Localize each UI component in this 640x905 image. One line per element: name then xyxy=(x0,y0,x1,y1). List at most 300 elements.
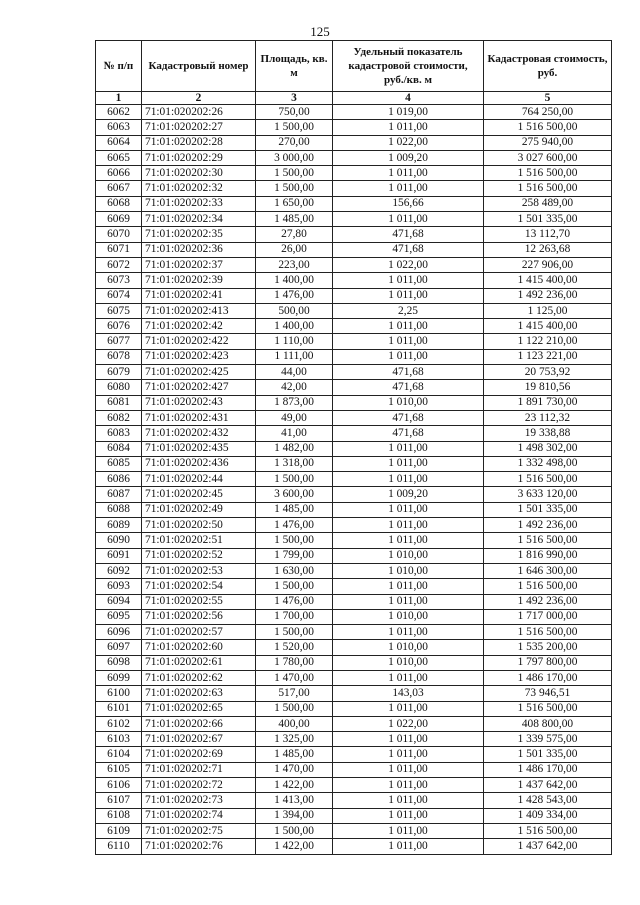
row-number-cell: 6092 xyxy=(96,563,142,578)
table-row xyxy=(96,303,612,318)
row-number-cell: 6069 xyxy=(96,212,142,227)
table-row xyxy=(96,257,612,272)
row-number-cell: 6097 xyxy=(96,640,142,655)
cadastral-number-cell: 71:01:020202:54 xyxy=(142,579,256,594)
cadastral-value-cell: 20 753,92 xyxy=(484,365,612,380)
row-number-cell: 6071 xyxy=(96,242,142,257)
cadastral-value-cell: 227 906,00 xyxy=(484,257,612,272)
area-cell: 3 600,00 xyxy=(256,487,333,502)
cadastral-value-cell: 1 501 335,00 xyxy=(484,747,612,762)
cadastral-number-cell: 71:01:020202:42 xyxy=(142,319,256,334)
row-number-cell: 6098 xyxy=(96,655,142,670)
cadastral-value-cell: 73 946,51 xyxy=(484,686,612,701)
cadastral-value-cell: 275 940,00 xyxy=(484,135,612,150)
area-cell: 270,00 xyxy=(256,135,333,150)
header-specific-value: Удельный показатель кадастровой стоимости, руб./кв. м xyxy=(333,41,484,92)
cadastral-number-cell: 71:01:020202:51 xyxy=(142,533,256,548)
cadastral-number-cell: 71:01:020202:60 xyxy=(142,640,256,655)
cadastral-value-cell: 19 338,88 xyxy=(484,426,612,441)
area-cell: 1 111,00 xyxy=(256,349,333,364)
table-row xyxy=(96,778,612,793)
cadastral-number-cell: 71:01:020202:53 xyxy=(142,563,256,578)
table-row xyxy=(96,181,612,196)
table-row xyxy=(96,288,612,303)
cadastral-value-cell: 3 027 600,00 xyxy=(484,150,612,165)
area-cell: 1 482,00 xyxy=(256,441,333,456)
row-number-cell: 6094 xyxy=(96,594,142,609)
row-number-cell: 6082 xyxy=(96,410,142,425)
table-row xyxy=(96,212,612,227)
area-cell: 44,00 xyxy=(256,365,333,380)
row-number-cell: 6089 xyxy=(96,518,142,533)
row-number-cell: 6100 xyxy=(96,686,142,701)
table-row xyxy=(96,670,612,685)
specific-value-cell: 1 011,00 xyxy=(333,579,484,594)
column-number: 2 xyxy=(142,92,256,105)
area-cell: 27,80 xyxy=(256,227,333,242)
row-number-cell: 6083 xyxy=(96,426,142,441)
area-cell: 1 500,00 xyxy=(256,181,333,196)
area-cell: 1 500,00 xyxy=(256,823,333,838)
row-number-cell: 6073 xyxy=(96,273,142,288)
cadastral-value-cell: 1 123 221,00 xyxy=(484,349,612,364)
row-number-cell: 6087 xyxy=(96,487,142,502)
cadastral-value-cell: 1 492 236,00 xyxy=(484,288,612,303)
cadastral-number-cell: 71:01:020202:32 xyxy=(142,181,256,196)
cadastral-value-table xyxy=(95,40,612,855)
cadastral-value-cell: 1 891 730,00 xyxy=(484,395,612,410)
row-number-cell: 6104 xyxy=(96,747,142,762)
cadastral-value-cell: 1 486 170,00 xyxy=(484,762,612,777)
area-cell: 1 413,00 xyxy=(256,793,333,808)
specific-value-cell: 1 010,00 xyxy=(333,395,484,410)
cadastral-number-cell: 71:01:020202:33 xyxy=(142,196,256,211)
cadastral-number-cell: 71:01:020202:27 xyxy=(142,120,256,135)
cadastral-value-cell: 1 516 500,00 xyxy=(484,120,612,135)
specific-value-cell: 1 011,00 xyxy=(333,625,484,640)
cadastral-value-cell: 1 437 642,00 xyxy=(484,839,612,854)
specific-value-cell: 471,68 xyxy=(333,380,484,395)
column-number-row xyxy=(96,92,612,105)
area-cell: 750,00 xyxy=(256,105,333,120)
specific-value-cell: 1 011,00 xyxy=(333,273,484,288)
table-row xyxy=(96,640,612,655)
cadastral-number-cell: 71:01:020202:52 xyxy=(142,548,256,563)
area-cell: 1 873,00 xyxy=(256,395,333,410)
specific-value-cell: 471,68 xyxy=(333,426,484,441)
table-row xyxy=(96,747,612,762)
cadastral-number-cell: 71:01:020202:41 xyxy=(142,288,256,303)
table-row xyxy=(96,808,612,823)
table-row xyxy=(96,732,612,747)
row-number-cell: 6079 xyxy=(96,365,142,380)
cadastral-number-cell: 71:01:020202:65 xyxy=(142,701,256,716)
cadastral-number-cell: 71:01:020202:26 xyxy=(142,105,256,120)
cadastral-number-cell: 71:01:020202:30 xyxy=(142,166,256,181)
cadastral-number-cell: 71:01:020202:34 xyxy=(142,212,256,227)
area-cell: 1 630,00 xyxy=(256,563,333,578)
cadastral-number-cell: 71:01:020202:35 xyxy=(142,227,256,242)
cadastral-value-cell: 1 516 500,00 xyxy=(484,181,612,196)
row-number-cell: 6108 xyxy=(96,808,142,823)
area-cell: 1 520,00 xyxy=(256,640,333,655)
cadastral-number-cell: 71:01:020202:36 xyxy=(142,242,256,257)
specific-value-cell: 1 010,00 xyxy=(333,655,484,670)
specific-value-cell: 1 011,00 xyxy=(333,456,484,471)
cadastral-value-cell: 12 263,68 xyxy=(484,242,612,257)
area-cell: 1 485,00 xyxy=(256,502,333,517)
table-row xyxy=(96,793,612,808)
specific-value-cell: 1 010,00 xyxy=(333,640,484,655)
cadastral-number-cell: 71:01:020202:45 xyxy=(142,487,256,502)
specific-value-cell: 1 011,00 xyxy=(333,808,484,823)
specific-value-cell: 1 022,00 xyxy=(333,716,484,731)
cadastral-value-cell: 1 125,00 xyxy=(484,303,612,318)
cadastral-number-cell: 71:01:020202:73 xyxy=(142,793,256,808)
cadastral-value-cell: 1 492 236,00 xyxy=(484,518,612,533)
area-cell: 1 400,00 xyxy=(256,273,333,288)
table-row xyxy=(96,839,612,854)
cadastral-number-cell: 71:01:020202:56 xyxy=(142,609,256,624)
cadastral-number-cell: 71:01:020202:423 xyxy=(142,349,256,364)
table-row xyxy=(96,273,612,288)
specific-value-cell: 1 010,00 xyxy=(333,563,484,578)
row-number-cell: 6062 xyxy=(96,105,142,120)
cadastral-value-cell: 408 800,00 xyxy=(484,716,612,731)
table-row xyxy=(96,120,612,135)
cadastral-number-cell: 71:01:020202:425 xyxy=(142,365,256,380)
cadastral-number-cell: 71:01:020202:43 xyxy=(142,395,256,410)
row-number-cell: 6095 xyxy=(96,609,142,624)
area-cell: 1 110,00 xyxy=(256,334,333,349)
row-number-cell: 6064 xyxy=(96,135,142,150)
row-number-cell: 6093 xyxy=(96,579,142,594)
column-number: 3 xyxy=(256,92,333,105)
cadastral-number-cell: 71:01:020202:71 xyxy=(142,762,256,777)
area-cell: 1 470,00 xyxy=(256,762,333,777)
row-number-cell: 6077 xyxy=(96,334,142,349)
table-row xyxy=(96,563,612,578)
specific-value-cell: 1 011,00 xyxy=(333,747,484,762)
row-number-cell: 6106 xyxy=(96,778,142,793)
area-cell: 1 485,00 xyxy=(256,747,333,762)
specific-value-cell: 1 011,00 xyxy=(333,441,484,456)
cadastral-value-cell: 1 339 575,00 xyxy=(484,732,612,747)
table-row xyxy=(96,150,612,165)
specific-value-cell: 156,66 xyxy=(333,196,484,211)
specific-value-cell: 1 011,00 xyxy=(333,518,484,533)
table-body xyxy=(96,105,612,855)
area-cell: 1 500,00 xyxy=(256,625,333,640)
table-row xyxy=(96,487,612,502)
area-cell: 223,00 xyxy=(256,257,333,272)
cadastral-number-cell: 71:01:020202:49 xyxy=(142,502,256,517)
table-row xyxy=(96,686,612,701)
cadastral-value-cell: 1 415 400,00 xyxy=(484,319,612,334)
table-row xyxy=(96,365,612,380)
specific-value-cell: 1 010,00 xyxy=(333,609,484,624)
area-cell: 1 476,00 xyxy=(256,518,333,533)
area-cell: 500,00 xyxy=(256,303,333,318)
cadastral-value-cell: 1 516 500,00 xyxy=(484,823,612,838)
cadastral-value-cell: 13 112,70 xyxy=(484,227,612,242)
specific-value-cell: 1 011,00 xyxy=(333,823,484,838)
cadastral-number-cell: 71:01:020202:29 xyxy=(142,150,256,165)
header-cadastral-value: Кадастровая стоимость, руб. xyxy=(484,41,612,92)
area-cell: 1 700,00 xyxy=(256,609,333,624)
cadastral-value-cell: 1 797 800,00 xyxy=(484,655,612,670)
cadastral-value-cell: 23 112,32 xyxy=(484,410,612,425)
table-row xyxy=(96,319,612,334)
cadastral-value-cell: 19 810,56 xyxy=(484,380,612,395)
row-number-cell: 6084 xyxy=(96,441,142,456)
cadastral-value-cell: 1 501 335,00 xyxy=(484,212,612,227)
specific-value-cell: 1 011,00 xyxy=(333,594,484,609)
area-cell: 26,00 xyxy=(256,242,333,257)
specific-value-cell: 143,03 xyxy=(333,686,484,701)
cadastral-number-cell: 71:01:020202:57 xyxy=(142,625,256,640)
area-cell: 1 500,00 xyxy=(256,579,333,594)
table-row xyxy=(96,349,612,364)
cadastral-value-cell: 1 516 500,00 xyxy=(484,579,612,594)
specific-value-cell: 471,68 xyxy=(333,242,484,257)
cadastral-number-cell: 71:01:020202:39 xyxy=(142,273,256,288)
table-row xyxy=(96,395,612,410)
row-number-cell: 6107 xyxy=(96,793,142,808)
row-number-cell: 6090 xyxy=(96,533,142,548)
row-number-cell: 6076 xyxy=(96,319,142,334)
cadastral-value-cell: 3 633 120,00 xyxy=(484,487,612,502)
area-cell: 49,00 xyxy=(256,410,333,425)
specific-value-cell: 1 011,00 xyxy=(333,762,484,777)
specific-value-cell: 1 011,00 xyxy=(333,120,484,135)
area-cell: 400,00 xyxy=(256,716,333,731)
specific-value-cell: 1 022,00 xyxy=(333,135,484,150)
specific-value-cell: 1 011,00 xyxy=(333,778,484,793)
area-cell: 1 799,00 xyxy=(256,548,333,563)
area-cell: 1 500,00 xyxy=(256,701,333,716)
area-cell: 1 780,00 xyxy=(256,655,333,670)
page-number: 125 xyxy=(310,24,330,39)
area-cell: 1 470,00 xyxy=(256,670,333,685)
row-number-cell: 6091 xyxy=(96,548,142,563)
specific-value-cell: 1 011,00 xyxy=(333,533,484,548)
cadastral-number-cell: 71:01:020202:422 xyxy=(142,334,256,349)
area-cell: 1 476,00 xyxy=(256,594,333,609)
cadastral-number-cell: 71:01:020202:413 xyxy=(142,303,256,318)
specific-value-cell: 471,68 xyxy=(333,410,484,425)
cadastral-value-cell: 1 516 500,00 xyxy=(484,472,612,487)
cadastral-value-cell: 1 816 990,00 xyxy=(484,548,612,563)
cadastral-number-cell: 71:01:020202:436 xyxy=(142,456,256,471)
header-area: Площадь, кв. м xyxy=(256,41,333,92)
table-row xyxy=(96,105,612,120)
row-number-cell: 6088 xyxy=(96,502,142,517)
area-cell: 42,00 xyxy=(256,380,333,395)
cadastral-value-cell: 1 492 236,00 xyxy=(484,594,612,609)
row-number-cell: 6078 xyxy=(96,349,142,364)
specific-value-cell: 1 011,00 xyxy=(333,319,484,334)
column-number: 4 xyxy=(333,92,484,105)
row-number-cell: 6067 xyxy=(96,181,142,196)
table-row xyxy=(96,502,612,517)
specific-value-cell: 1 011,00 xyxy=(333,839,484,854)
table-row xyxy=(96,441,612,456)
specific-value-cell: 1 011,00 xyxy=(333,472,484,487)
specific-value-cell: 1 011,00 xyxy=(333,793,484,808)
table-row xyxy=(96,426,612,441)
cadastral-value-cell: 1 409 334,00 xyxy=(484,808,612,823)
area-cell: 1 325,00 xyxy=(256,732,333,747)
column-number: 5 xyxy=(484,92,612,105)
cadastral-number-cell: 71:01:020202:72 xyxy=(142,778,256,793)
row-number-cell: 6109 xyxy=(96,823,142,838)
cadastral-number-cell: 71:01:020202:28 xyxy=(142,135,256,150)
table-row xyxy=(96,579,612,594)
row-number-cell: 6105 xyxy=(96,762,142,777)
row-number-cell: 6080 xyxy=(96,380,142,395)
row-number-cell: 6096 xyxy=(96,625,142,640)
cadastral-number-cell: 71:01:020202:50 xyxy=(142,518,256,533)
table-row xyxy=(96,548,612,563)
specific-value-cell: 471,68 xyxy=(333,365,484,380)
area-cell: 1 500,00 xyxy=(256,166,333,181)
cadastral-value-cell: 258 489,00 xyxy=(484,196,612,211)
table-row xyxy=(96,533,612,548)
cadastral-value-cell: 1 332 498,00 xyxy=(484,456,612,471)
table-row xyxy=(96,166,612,181)
cadastral-value-cell: 1 717 000,00 xyxy=(484,609,612,624)
area-cell: 1 500,00 xyxy=(256,533,333,548)
area-cell: 1 500,00 xyxy=(256,120,333,135)
specific-value-cell: 1 011,00 xyxy=(333,181,484,196)
cadastral-value-cell: 1 501 335,00 xyxy=(484,502,612,517)
table-row xyxy=(96,762,612,777)
table-row xyxy=(96,716,612,731)
table-row xyxy=(96,135,612,150)
cadastral-number-cell: 71:01:020202:66 xyxy=(142,716,256,731)
table-row xyxy=(96,472,612,487)
cadastral-number-cell: 71:01:020202:69 xyxy=(142,747,256,762)
cadastral-number-cell: 71:01:020202:44 xyxy=(142,472,256,487)
cadastral-value-cell: 1 486 170,00 xyxy=(484,670,612,685)
area-cell: 517,00 xyxy=(256,686,333,701)
table-row xyxy=(96,518,612,533)
cadastral-value-cell: 1 516 500,00 xyxy=(484,533,612,548)
cadastral-value-cell: 1 516 500,00 xyxy=(484,701,612,716)
area-cell: 1 476,00 xyxy=(256,288,333,303)
table-row xyxy=(96,410,612,425)
row-number-cell: 6072 xyxy=(96,257,142,272)
row-number-cell: 6068 xyxy=(96,196,142,211)
specific-value-cell: 1 011,00 xyxy=(333,349,484,364)
header-cadastral-number: Кадастровый номер xyxy=(142,41,256,92)
row-number-cell: 6086 xyxy=(96,472,142,487)
row-number-cell: 6065 xyxy=(96,150,142,165)
specific-value-cell: 1 022,00 xyxy=(333,257,484,272)
cadastral-value-cell: 764 250,00 xyxy=(484,105,612,120)
cadastral-value-cell: 1 516 500,00 xyxy=(484,625,612,640)
row-number-cell: 6070 xyxy=(96,227,142,242)
cadastral-value-cell: 1 516 500,00 xyxy=(484,166,612,181)
table-header-row xyxy=(96,41,612,92)
cadastral-number-cell: 71:01:020202:37 xyxy=(142,257,256,272)
area-cell: 1 422,00 xyxy=(256,778,333,793)
table-row xyxy=(96,823,612,838)
specific-value-cell: 1 011,00 xyxy=(333,732,484,747)
cadastral-value-cell: 1 415 400,00 xyxy=(484,273,612,288)
row-number-cell: 6075 xyxy=(96,303,142,318)
specific-value-cell: 1 011,00 xyxy=(333,288,484,303)
cadastral-number-cell: 71:01:020202:67 xyxy=(142,732,256,747)
specific-value-cell: 1 011,00 xyxy=(333,212,484,227)
cadastral-number-cell: 71:01:020202:432 xyxy=(142,426,256,441)
cadastral-number-cell: 71:01:020202:62 xyxy=(142,670,256,685)
row-number-cell: 6110 xyxy=(96,839,142,854)
area-cell: 1 400,00 xyxy=(256,319,333,334)
column-number: 1 xyxy=(96,92,142,105)
table-row xyxy=(96,456,612,471)
cadastral-value-cell: 1 428 543,00 xyxy=(484,793,612,808)
table-row xyxy=(96,625,612,640)
table-row xyxy=(96,701,612,716)
table-row xyxy=(96,196,612,211)
row-number-cell: 6103 xyxy=(96,732,142,747)
row-number-cell: 6099 xyxy=(96,670,142,685)
area-cell: 41,00 xyxy=(256,426,333,441)
cadastral-value-cell: 1 122 210,00 xyxy=(484,334,612,349)
table-row xyxy=(96,242,612,257)
cadastral-value-cell: 1 498 302,00 xyxy=(484,441,612,456)
table-row xyxy=(96,609,612,624)
table-row xyxy=(96,380,612,395)
header-row-number: № п/п xyxy=(96,41,142,92)
table-row xyxy=(96,655,612,670)
cadastral-value-cell: 1 535 200,00 xyxy=(484,640,612,655)
table-row xyxy=(96,227,612,242)
area-cell: 1 318,00 xyxy=(256,456,333,471)
cadastral-number-cell: 71:01:020202:55 xyxy=(142,594,256,609)
area-cell: 1 394,00 xyxy=(256,808,333,823)
specific-value-cell: 471,68 xyxy=(333,227,484,242)
area-cell: 1 500,00 xyxy=(256,472,333,487)
specific-value-cell: 1 011,00 xyxy=(333,670,484,685)
area-cell: 1 422,00 xyxy=(256,839,333,854)
table-row xyxy=(96,334,612,349)
table-row xyxy=(96,594,612,609)
cadastral-number-cell: 71:01:020202:63 xyxy=(142,686,256,701)
cadastral-value-cell: 1 437 642,00 xyxy=(484,778,612,793)
cadastral-number-cell: 71:01:020202:431 xyxy=(142,410,256,425)
specific-value-cell: 1 011,00 xyxy=(333,334,484,349)
row-number-cell: 6066 xyxy=(96,166,142,181)
cadastral-number-cell: 71:01:020202:76 xyxy=(142,839,256,854)
specific-value-cell: 1 011,00 xyxy=(333,502,484,517)
cadastral-number-cell: 71:01:020202:61 xyxy=(142,655,256,670)
row-number-cell: 6063 xyxy=(96,120,142,135)
specific-value-cell: 1 011,00 xyxy=(333,166,484,181)
cadastral-number-cell: 71:01:020202:427 xyxy=(142,380,256,395)
cadastral-number-cell: 71:01:020202:74 xyxy=(142,808,256,823)
cadastral-number-cell: 71:01:020202:75 xyxy=(142,823,256,838)
area-cell: 1 650,00 xyxy=(256,196,333,211)
row-number-cell: 6074 xyxy=(96,288,142,303)
specific-value-cell: 1 009,20 xyxy=(333,150,484,165)
cadastral-number-cell: 71:01:020202:435 xyxy=(142,441,256,456)
row-number-cell: 6101 xyxy=(96,701,142,716)
row-number-cell: 6102 xyxy=(96,716,142,731)
specific-value-cell: 1 009,20 xyxy=(333,487,484,502)
